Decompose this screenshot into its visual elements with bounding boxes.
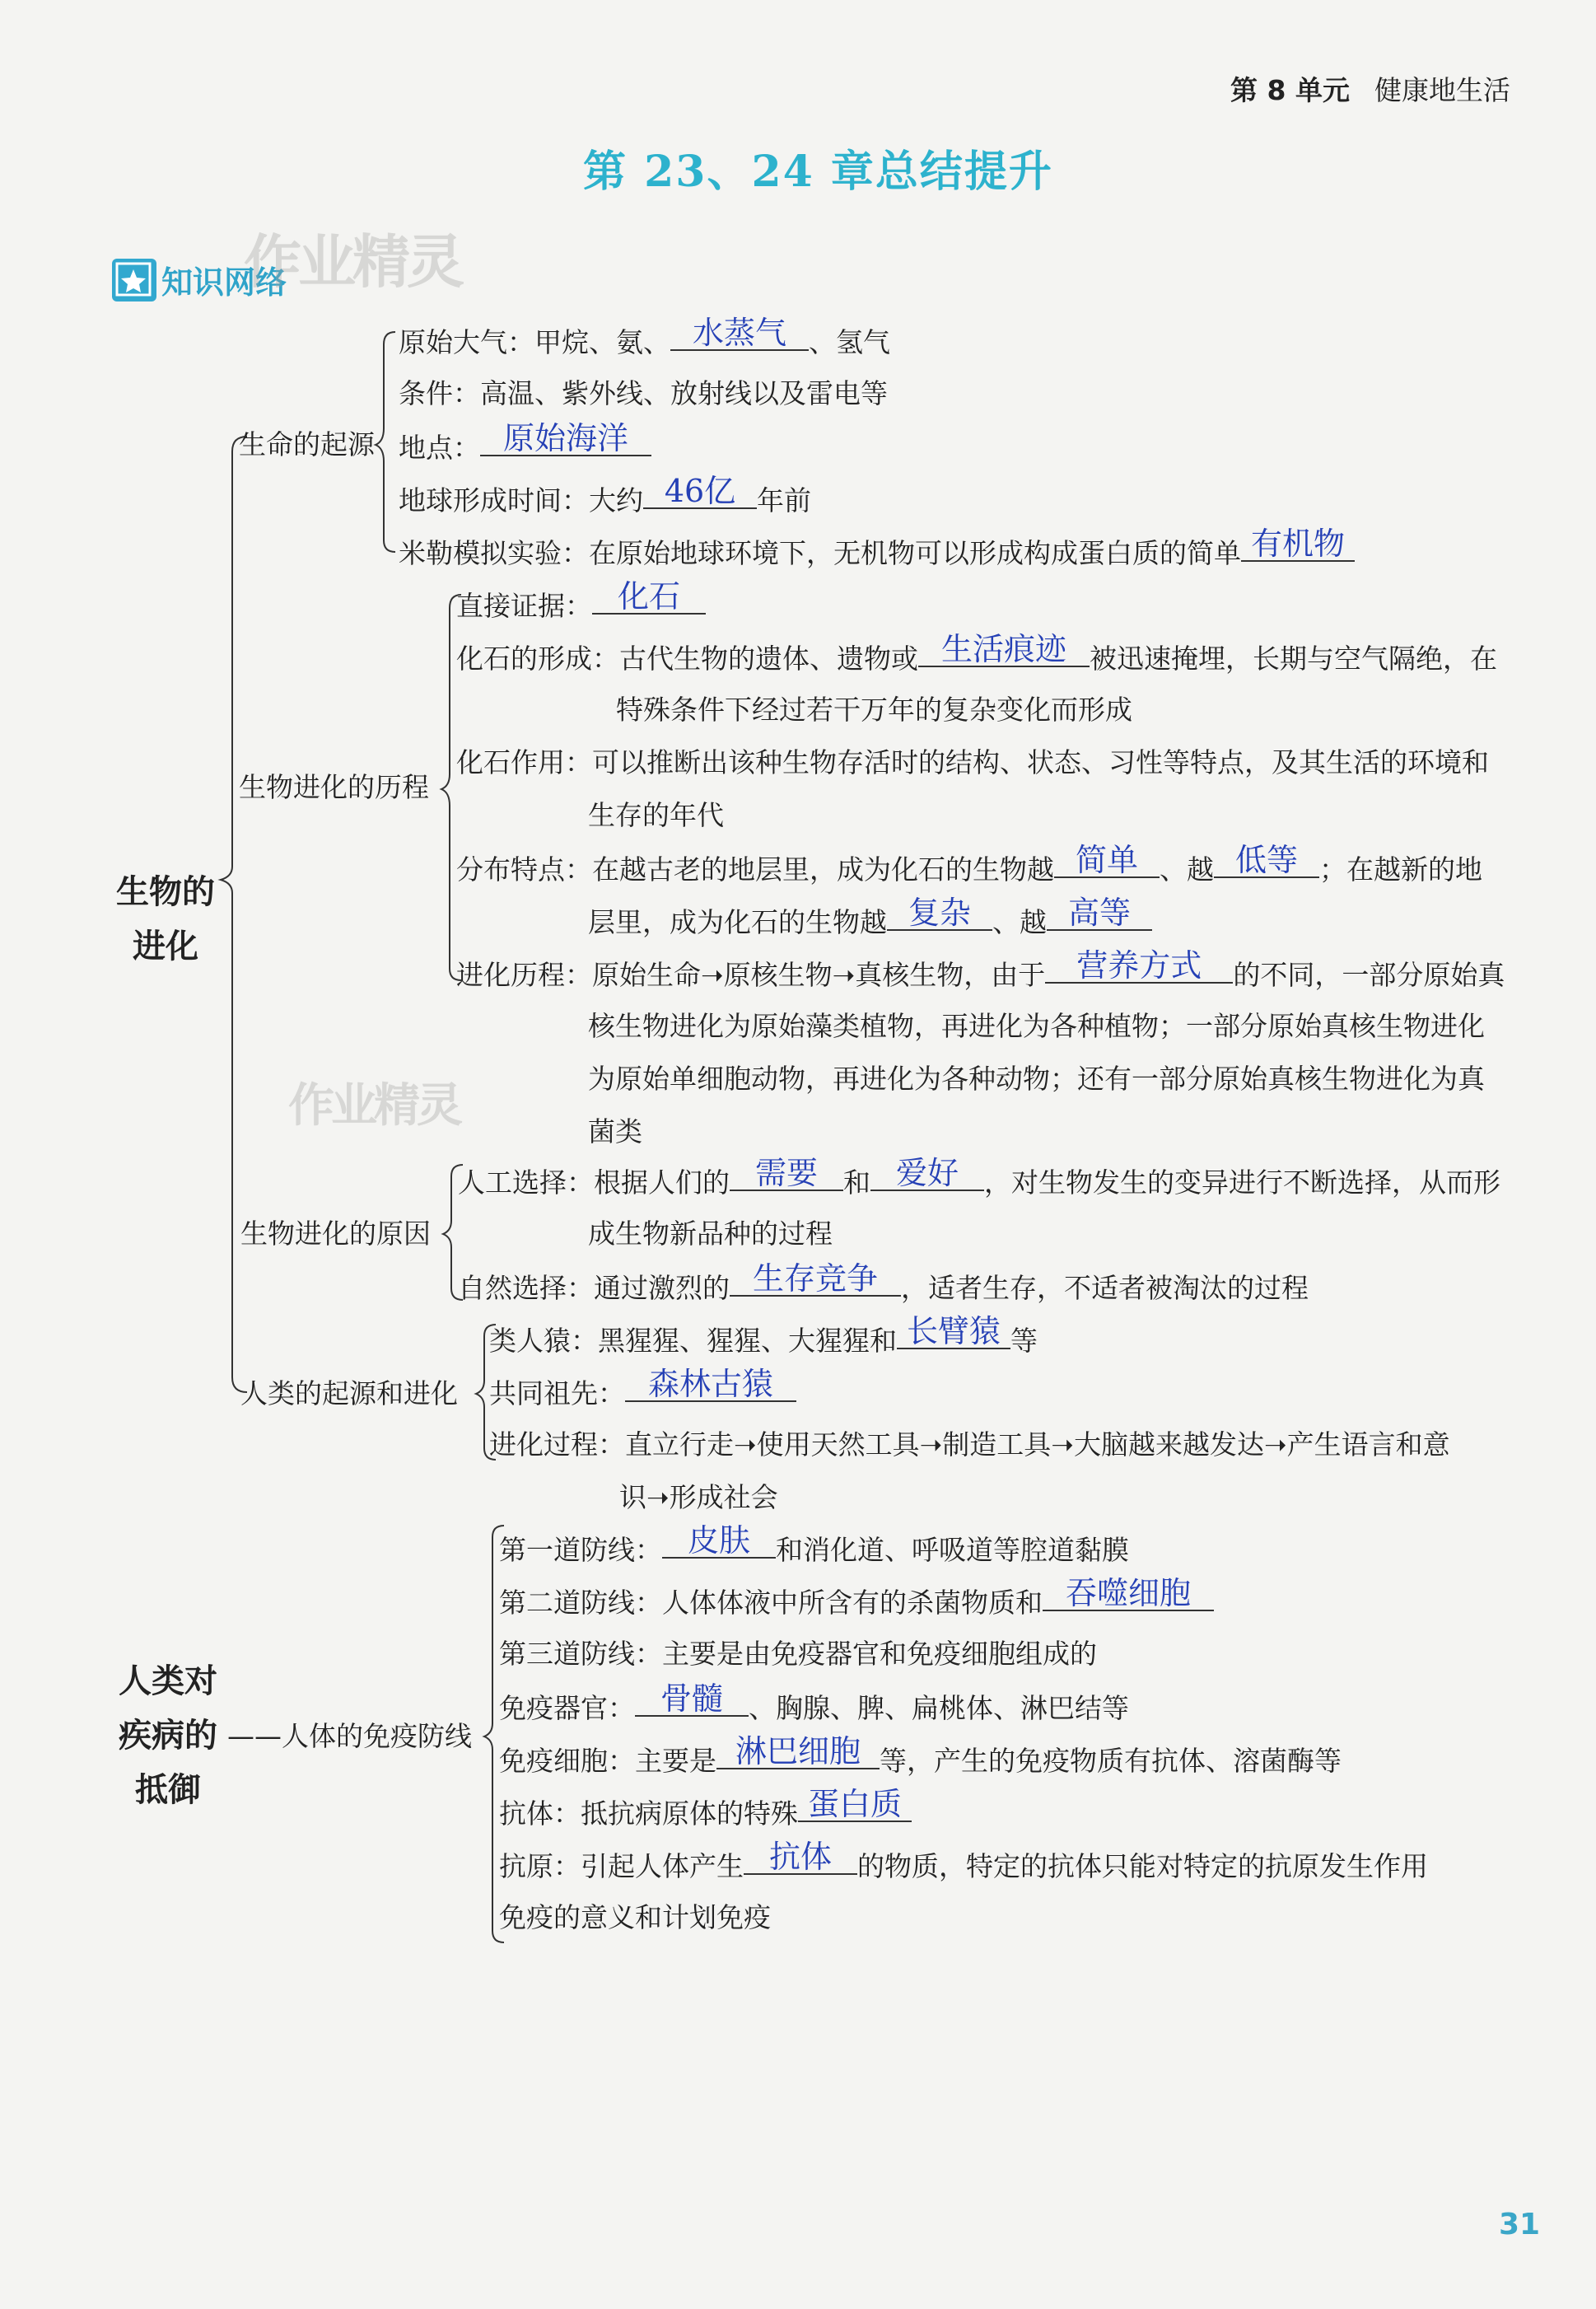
immune-antibody bbox=[499, 1786, 912, 1830]
evolution-label-line1: 生物的 bbox=[116, 872, 215, 911]
cause-natural bbox=[458, 1260, 1309, 1305]
answer-blank: 淋巴细胞 bbox=[716, 1735, 880, 1769]
answer-blank: 生存竞争 bbox=[730, 1262, 901, 1297]
answer-blank: 需要 bbox=[730, 1157, 843, 1191]
text: 米勒模拟实验：在原始地球环境下，无机物可以形成构成蛋白质的简单 bbox=[399, 537, 1241, 569]
text: 化石的形成：古代生物的遗体、遗物或 bbox=[456, 643, 918, 675]
history-process-line4: 菌类 bbox=[588, 1115, 642, 1147]
text: ，对生物发生的变异进行不断选择，从而形 bbox=[984, 1166, 1500, 1199]
text: 和消化道、呼吸道等腔道黏膜 bbox=[776, 1534, 1129, 1566]
history-distribution bbox=[456, 842, 1482, 886]
text: 、胸腺、脾、扁桃体、淋巴结等 bbox=[749, 1692, 1129, 1724]
answer-blank: 原始海洋 bbox=[480, 422, 651, 456]
page-number: 31 bbox=[1499, 2208, 1541, 2241]
history-fossil-use-line2: 生存的年代 bbox=[588, 799, 724, 831]
evolution-label bbox=[112, 865, 219, 974]
disease-label-line2: 疾病的 bbox=[119, 1716, 217, 1755]
immune-third-line: 第三道防线：主要是由免疫器官和免疫细胞组成的 bbox=[499, 1638, 1097, 1670]
origin-place bbox=[399, 420, 651, 465]
immune-meaning: 免疫的意义和计划免疫 bbox=[499, 1901, 771, 1933]
text: 原始大气：甲烷、氨、 bbox=[399, 326, 670, 358]
text: 免疫细胞：主要是 bbox=[499, 1745, 716, 1777]
immune-branch-label: 人体的免疫防线 bbox=[282, 1720, 472, 1752]
history-fossil-form-line2: 特殊条件下经过若干万年的复杂变化而形成 bbox=[616, 694, 1132, 726]
immune-cells bbox=[499, 1733, 1342, 1778]
history-fossil-use: 化石作用：可以推断出该种生物存活时的结构、状态、习性等特点，及其生活的环境和 bbox=[456, 746, 1489, 778]
text: 、越 bbox=[1160, 853, 1214, 886]
history-direct bbox=[456, 578, 706, 623]
text: 进化历程：原始生命➝原核生物➝真核生物，由于 bbox=[456, 959, 1046, 991]
human-process: 进化过程：直立行走➝使用天然工具➝制造工具➝大脑越来越发达➝产生语言和意 bbox=[489, 1428, 1450, 1461]
history-label: 生物进化的历程 bbox=[239, 771, 429, 803]
immune-first-line bbox=[499, 1522, 1129, 1567]
answer-blank: 46亿 bbox=[643, 474, 757, 509]
text: 的不同，一部分原始真 bbox=[1233, 959, 1505, 991]
disease-label bbox=[107, 1654, 229, 1817]
history-process bbox=[456, 947, 1505, 992]
section-label: 知识网络 bbox=[161, 264, 287, 301]
history-distribution-line2 bbox=[588, 895, 1152, 939]
text: 层里，成为化石的生物越 bbox=[588, 906, 887, 938]
history-process-line2: 核生物进化为原始藻类植物，再进化为各种植物；一部分原始真核生物进化 bbox=[588, 1010, 1485, 1042]
answer-blank: 长臂猿 bbox=[897, 1315, 1010, 1349]
text: 地球形成时间：大约 bbox=[399, 484, 643, 516]
text: 抗体：抵抗病原体的特殊 bbox=[499, 1797, 798, 1830]
unit-label: 第 8 单元 bbox=[1230, 74, 1350, 106]
immune-second-line bbox=[499, 1575, 1214, 1620]
answer-blank: 简单 bbox=[1054, 844, 1160, 878]
text: ，适者生存，不适者被淘汰的过程 bbox=[901, 1272, 1309, 1304]
history-fossil-form bbox=[456, 631, 1497, 675]
connector-dash: —— bbox=[227, 1720, 282, 1752]
text: 第二道防线：人体体液中所含有的杀菌物质和 bbox=[499, 1587, 1043, 1619]
text: 共同祖先： bbox=[489, 1377, 625, 1409]
cause-artificial-line2: 成生物新品种的过程 bbox=[588, 1218, 833, 1250]
answer-blank: 有机物 bbox=[1241, 527, 1355, 562]
answer-blank: 低等 bbox=[1214, 844, 1319, 878]
answer-blank: 高等 bbox=[1047, 896, 1152, 931]
watermark: 作业精灵 bbox=[244, 228, 461, 296]
text: 类人猿：黑猩猩、猩猩、大猩猩和 bbox=[489, 1325, 897, 1357]
disease-label-line1: 人类对 bbox=[119, 1662, 217, 1700]
text: 被迅速掩埋，长期与空气隔绝，在 bbox=[1090, 643, 1497, 675]
text: 第一道防线： bbox=[499, 1534, 662, 1566]
watermark: 作业精灵 bbox=[288, 1079, 460, 1133]
answer-blank: 蛋白质 bbox=[798, 1788, 912, 1822]
immune-organs bbox=[499, 1680, 1129, 1725]
text: 直接证据： bbox=[456, 590, 592, 622]
answer-blank: 抗体 bbox=[744, 1840, 857, 1875]
text: 人工选择：根据人们的 bbox=[458, 1166, 730, 1199]
answer-blank: 森林古猿 bbox=[625, 1367, 796, 1402]
text: 年前 bbox=[757, 484, 811, 516]
immune-branch bbox=[227, 1720, 472, 1753]
answer-blank: 生活痕迹 bbox=[918, 633, 1090, 667]
page-title: 第 23、24 章总结提升 bbox=[583, 147, 1053, 197]
origin-conditions: 条件：高温、紫外线、放射线以及雷电等 bbox=[399, 377, 888, 409]
cause-artificial bbox=[458, 1155, 1500, 1199]
answer-blank: 爱好 bbox=[870, 1157, 984, 1191]
human-ancestor bbox=[489, 1366, 796, 1410]
origin-label: 生命的起源 bbox=[239, 428, 375, 460]
text: 自然选择：通过激烈的 bbox=[458, 1272, 730, 1304]
answer-blank: 复杂 bbox=[887, 896, 992, 931]
evolution-label-line2: 进化 bbox=[133, 927, 198, 965]
text: 等 bbox=[1010, 1325, 1038, 1357]
text: 等，产生的免疫物质有抗体、溶菌酶等 bbox=[880, 1745, 1342, 1777]
text: 抗原：引起人体产生 bbox=[499, 1850, 744, 1882]
text: 地点： bbox=[399, 432, 480, 464]
human-apes bbox=[489, 1313, 1038, 1358]
origin-atmosphere bbox=[399, 315, 890, 359]
answer-blank: 水蒸气 bbox=[670, 316, 809, 351]
text: 和 bbox=[843, 1166, 870, 1199]
text: 、越 bbox=[992, 906, 1047, 938]
human-label: 人类的起源和进化 bbox=[240, 1377, 458, 1409]
text: 分布特点：在越古老的地层里，成为化石的生物越 bbox=[456, 853, 1054, 886]
text: 免疫器官： bbox=[499, 1692, 635, 1724]
cause-label: 生物进化的原因 bbox=[240, 1218, 431, 1250]
disease-label-line3: 抵御 bbox=[135, 1770, 201, 1809]
answer-blank: 皮肤 bbox=[662, 1524, 776, 1559]
answer-blank: 吞噬细胞 bbox=[1043, 1577, 1214, 1611]
human-process-line2: 识➝形成社会 bbox=[619, 1481, 778, 1513]
immune-antigen bbox=[499, 1839, 1428, 1883]
answer-blank: 化石 bbox=[592, 580, 706, 615]
origin-earth-age bbox=[399, 473, 811, 517]
history-process-line3: 为原始单细胞动物，再进化为各种动物；还有一部分原始真核生物进化为真 bbox=[588, 1063, 1485, 1095]
text: ；在越新的地 bbox=[1319, 853, 1482, 886]
text: 的物质，特定的抗体只能对特定的抗原发生作用 bbox=[857, 1850, 1428, 1882]
origin-miller bbox=[399, 526, 1355, 570]
unit-subtitle: 健康地生活 bbox=[1374, 74, 1510, 106]
answer-blank: 营养方式 bbox=[1045, 949, 1233, 984]
answer-blank: 骨髓 bbox=[635, 1682, 749, 1717]
text: 、氢气 bbox=[809, 326, 890, 358]
